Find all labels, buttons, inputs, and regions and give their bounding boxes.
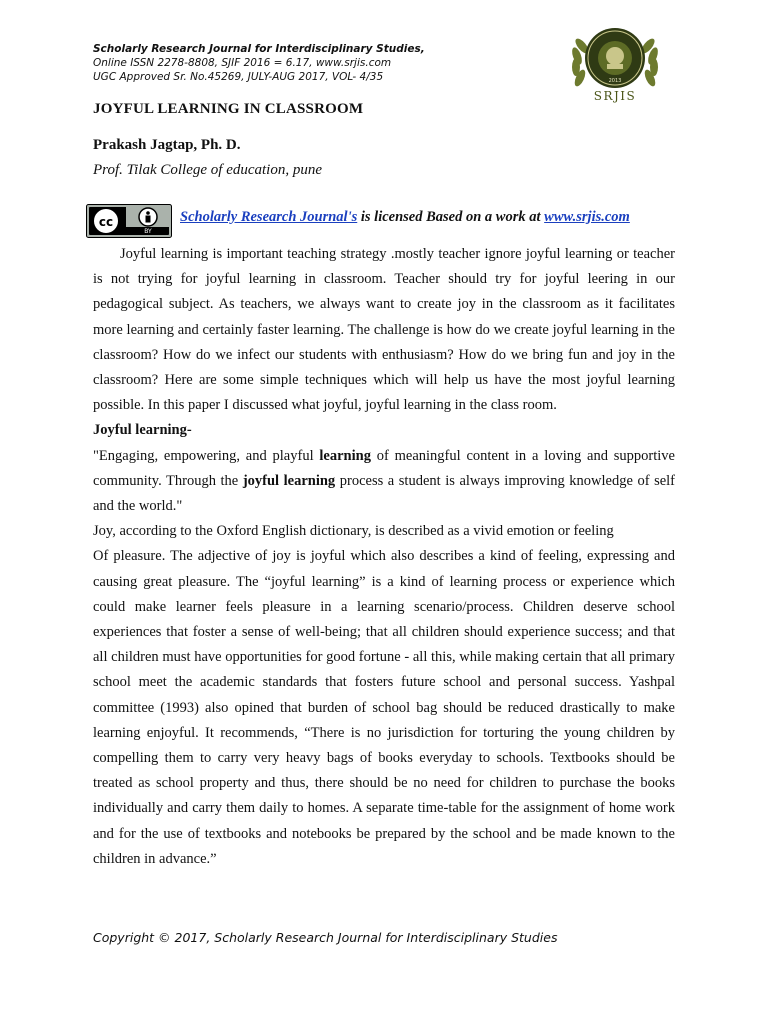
svg-text:BY: BY: [144, 228, 152, 235]
oxford-definition: Joy, according to the Oxford English dictionary, is described as a vivid emotion or feeling: [93, 523, 614, 540]
journal-header: [93, 42, 513, 84]
cc-by-license-badge[interactable]: [86, 204, 172, 238]
svg-text:SRJIS: SRJIS: [593, 89, 637, 103]
svg-text:cc: cc: [98, 215, 114, 229]
definition-quote: [93, 444, 675, 520]
quote-text: "Engaging, empowering, and playful: [93, 447, 320, 464]
quote-bold-term: joyful learning: [242, 472, 336, 489]
journal-name: Scholarly Research Journal for Interdisciplinary Studies,: [93, 43, 425, 55]
quote-bold-term: learning: [319, 447, 371, 464]
copyright-footer: Copyright © 2017, Scholarly Research Journal for Interdisciplinary Studies: [93, 930, 558, 945]
author-affiliation: Prof. Tilak College of education, pune: [93, 162, 322, 178]
intro-paragraph: Joyful learning is important teaching strategy .mostly teacher ignore joyful learning or teacher is not trying for joyful learning in classroom. Teacher should try for joyful leering in our pedagogical subject. As teachers, we always want to create joy in the classroom as it facilitates more learning and certainly faster learning. The challenge is how do we create joyful learning in the classroom? How do we infect our students with enthusiasm? How do we bring fun and joy in the classroom? Here are some simple techniques which will help us have the most joyful learning possible. In this paper I discussed what joyful, joyful learning in the class room.: [93, 246, 675, 414]
srjis-logo: [560, 24, 670, 104]
quote-text: of meaningful content in a loving and supportive community. Through the: [93, 447, 675, 489]
license-row: [86, 204, 686, 240]
site-link[interactable]: www.srjis.com: [544, 209, 630, 225]
license-statement: [180, 209, 630, 226]
author-name: Prakash Jagtap, Ph. D.: [93, 137, 241, 153]
journal-issn: Online ISSN 2278-8808, SJIF 2016 = 6.17, www.srjis.com: [93, 57, 392, 69]
journal-link[interactable]: Scholarly Research Journal's: [180, 209, 358, 225]
article-body: [93, 242, 675, 872]
license-middle-text: is licensed Based on a work at: [357, 209, 545, 225]
main-paragraph: Of pleasure. The adjective of joy is joyful which also describes a kind of feeling, expressing and causing great pleasure. The “joyful learning” is a kind of learning process or experience which could make learner feels pleasure in a learning scenario/process. Children deserve school experiences that foster a sense of well-being; that all children should experience success; and that all children must have opportunities for good fortune - all this, while making certain that all primary school meet the academic standards that fosters future school and personal success. Yashpal committee (1993) also opined that burden of school bag should be reduced drastically to make learning enjoyful. It recommends, “There is no jurisdiction for torturing the young children by compelling them to carry very heavy bags of books everyday to schools. Textbooks should be treated as school property and thus, there should be no need for children to purchase the books individually and carry them daily to homes. A separate time-table for the assignment of home work and for the use of textbooks and notebooks be prepared by the school and be made known to the children in advance.”: [93, 548, 675, 867]
quote-text: process a student is always improving knowledge of self and the world.": [93, 472, 676, 515]
paper-title: JOYFUL LEARNING IN CLASSROOM: [93, 101, 364, 117]
journal-volume: UGC Approved Sr. No.45269, JULY-AUG 2017, VOL- 4/35: [93, 71, 384, 83]
section-heading: Joyful learning-: [93, 422, 192, 439]
svg-text:2013: 2013: [608, 78, 622, 84]
